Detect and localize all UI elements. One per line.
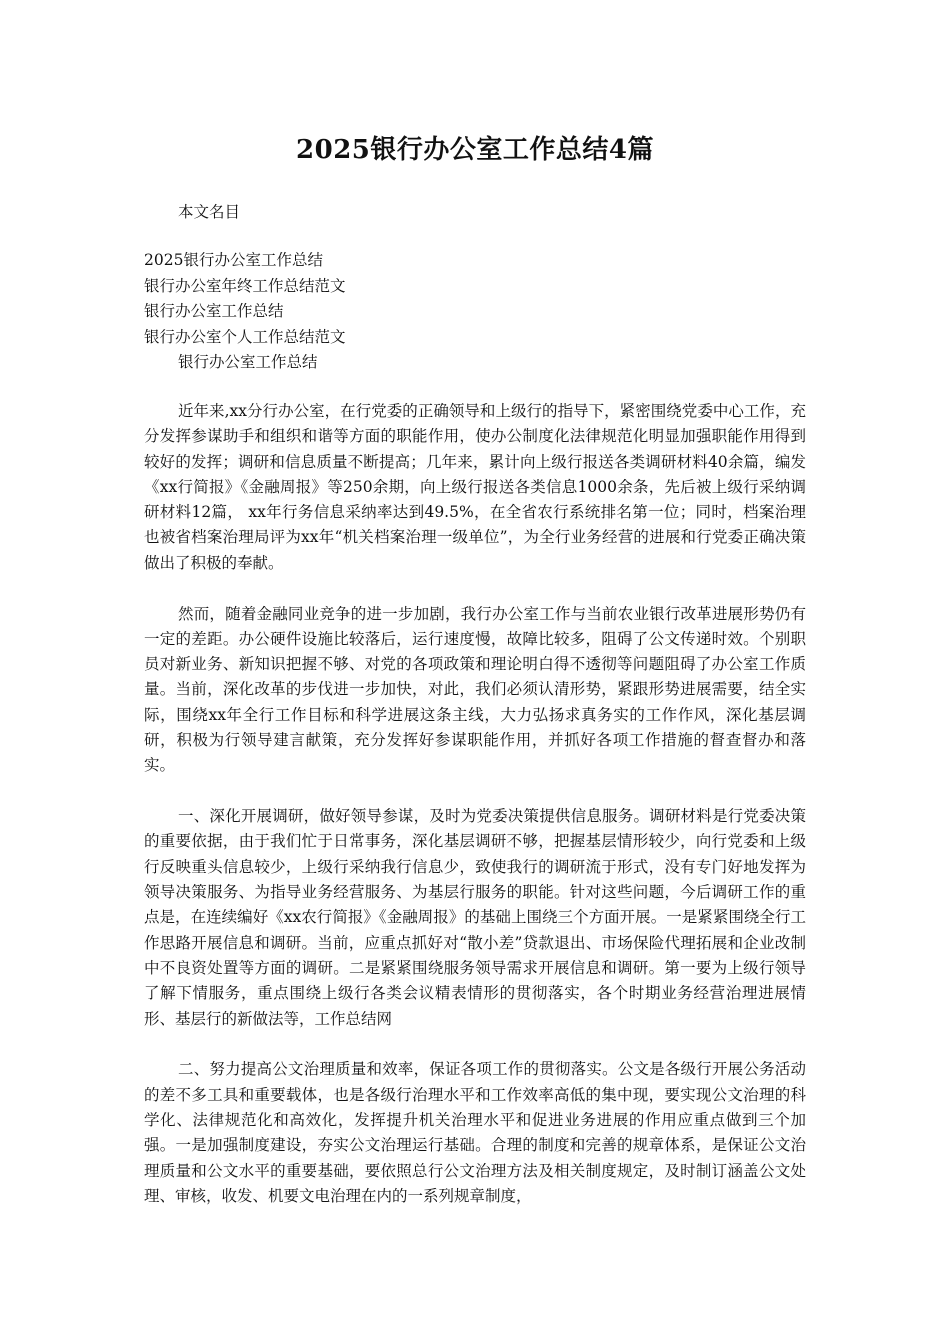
paragraph: 二、努力提高公文治理质量和效率，保证各项工作的贯彻落实。公文是各级行开展公务活动的差不多工具和重要载体，也是各级行治理水平和工作效率高低的集中现，要实现公文治理的科学化、法律规范化和高效化，发挥提升机关治理水平和促进业务进展的作用应重点做到三个加强。一是加强制度建设，夯实公文治理运行基础。合理的制度和完善的规章体系，是保证公文治理质量和公文水平的重要基础，要依照总行公文治理方法及相关制度规定，及时制订涵盖公文处理、审核，收发、机要文电治理在内的一系列规章制度， — [144, 1060, 806, 1205]
toc-item: 银行办公室工作总结 — [144, 302, 284, 320]
toc-item: 银行办公室年终工作总结范文 — [144, 276, 346, 295]
paragraph: 然而，随着金融同业竞争的进一步加剧，我行办公室工作与当前农业银行改革进展形势仍有一定的差距。办公硬件设施比较落后，运行速度慢，故障比较多，阻碍了公文传递时效。个别职员对新业务、新知识把握不够、对党的各项政策和理论明白得不透彻等问题阻碍了办公室工作质量。当前，深化改革的步伐进一步加快，对此，我们必须认清形势，紧跟形势进展需要，结全实际，围绕xx年全行工作目标和科学进展这条主线，大力弘扬求真务实的工作作风，深化基层调研，积极为行领导建言献策，充分发挥好参谋职能作用，并抓好各项工作措施的督查督办和落实。 — [144, 604, 806, 775]
section-title: 银行办公室工作总结 — [178, 353, 318, 371]
document-body — [144, 399, 806, 1235]
paragraph: 近年来,xx分行办公室，在行党委的正确领导和上级行的指导下，紧密围绕党委中心工作，充分发挥参谋助手和组织和谐等方面的职能作用，使办公制度化法律规范化明显加强职能作用得到较好的发挥；调研和信息质量不断提高；几年来，累计向上级行报送各类调研材料40余篇，编发《xx行简报》《金融周报》等250余期，向上级行报送各类信息1000余条，先后被上级行采纳调研材料12篇， xx年行务信息采纳率达到49.5%，在全省农行系统排名第一位；同时，档案治理也被省档案治理局评为xx年“机关档案治理一级单位”，为全行业务经营的进展和行党委正确决策做出了积极的奉献。 — [144, 402, 806, 572]
toc-item: 银行办公室个人工作总结范文 — [144, 327, 346, 346]
paragraph: 一、深化开展调研，做好领导参谋，及时为党委决策提供信息服务。调研材料是行党委决策的重要依据，由于我们忙于日常事务，深化基层调研不够，把握基层情形较少，向行党委和上级行反映重头信息较少，上级行采纳我行信息少，致使我行的调研流于形式，没有专门好地发挥为领导决策服务、为指导业务经营服务、为基层行服务的职能。针对这些问题，今后调研工作的重点是，在连续编好《xx农行简报》《金融周报》的基础上围绕三个方面开展。一是紧紧围绕全行工作思路开展信息和调研。当前，应重点抓好对“散小差”贷款退出、市场保险代理拓展和企业改制中不良资处置等方面的调研。二是紧紧围绕服务领导需求开展信息和调研。第一要为上级行领导了解下情服务，重点围绕上级行各类会议精表情形的贯彻落实，各个时期业务经营治理进展情形、基层行的新做法等，工作总结网 — [144, 807, 806, 1028]
toc-heading: 本文名目 — [178, 203, 241, 221]
table-of-contents — [144, 248, 824, 376]
document-title: 2025银行办公室工作总结4篇 — [296, 135, 654, 165]
toc-item: 2025银行办公室工作总结 — [144, 251, 323, 269]
